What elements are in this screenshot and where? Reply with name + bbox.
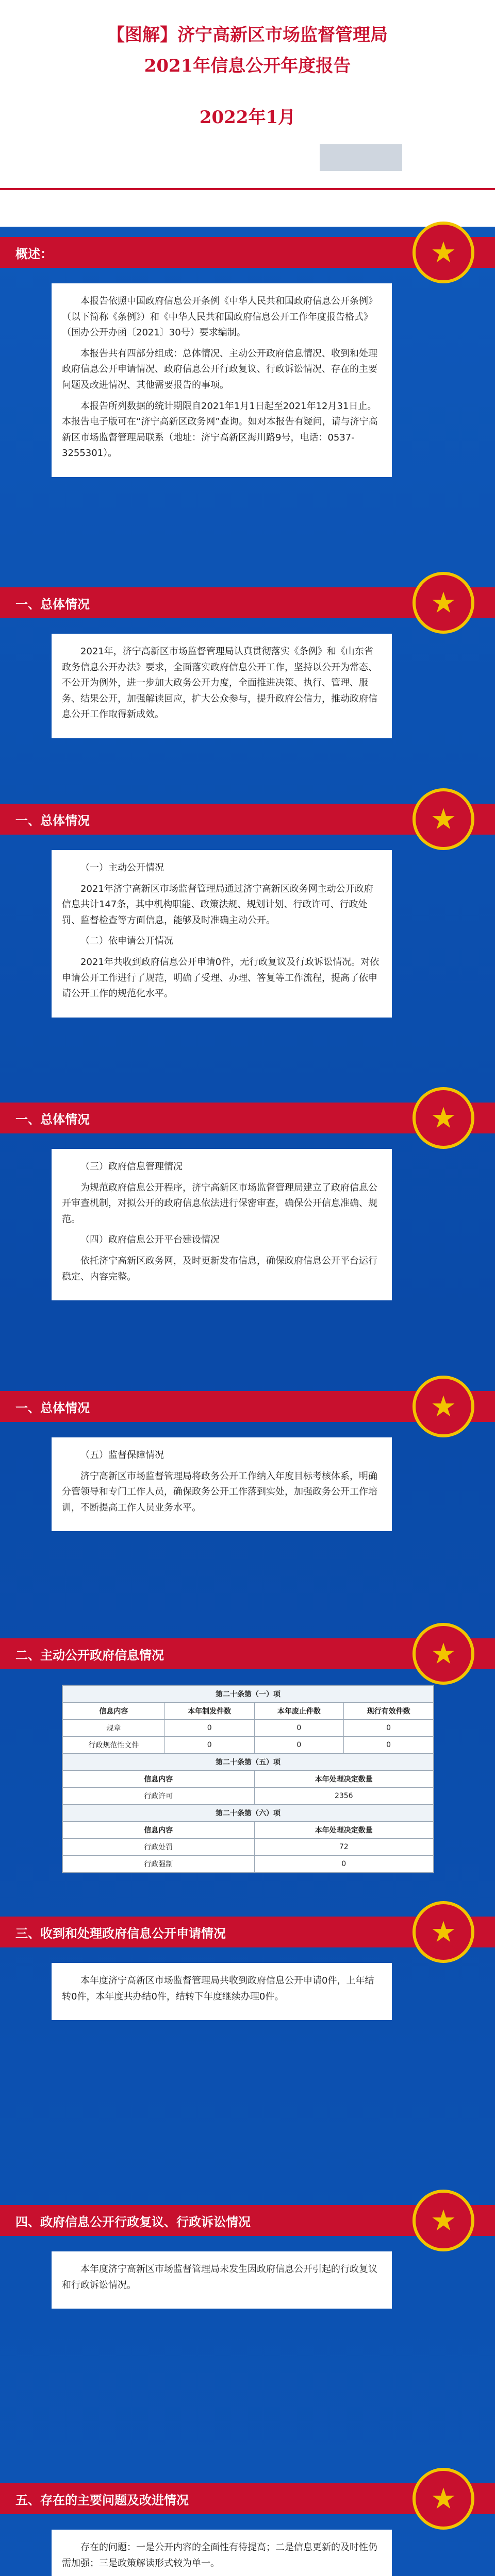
paragraph: 本报告共有四部分组成：总体情况、主动公开政府信息情况、收到和处理政府信息公开申请情况、政府信息公开行政复议、行政诉讼情况、存在的主要问题及改进情况、其他需要报告的事项。 [62, 348, 377, 391]
header-red-divider [0, 188, 495, 190]
table-cell: 行政许可 [63, 1788, 255, 1805]
paragraph: 2021年共收到政府信息公开申请0件，无行政复议及行政诉讼情况。对依申请公开工作进行了规范，明确了受理、办理、答复等工作流程，提高了依申请公开工作的规范化水平。 [62, 956, 380, 999]
section-heading: 二、主动公开政府信息情况 [0, 1638, 495, 1669]
section-body [52, 1963, 392, 2020]
paragraph: 2021年济宁高新区市场监督管理局通过济宁高新区政务网主动公开政府信息共计147条，其中机构职能、政策法规、规划计划、行政许可、行政处罚、监督检查等方面信息，能够及时准确主动公开。 [62, 883, 373, 926]
table-header: 本年废止件数 [254, 1703, 344, 1720]
report-title-line1: 【图解】济宁高新区市场监督管理局 [107, 25, 388, 45]
section-body [52, 2530, 392, 2576]
table-cell: 72 [254, 1839, 433, 1856]
national-emblem-icon: ★ [412, 572, 474, 634]
section-heading: 一、总体情况 [0, 1391, 495, 1422]
section-body [52, 634, 392, 738]
header-gray-block [320, 144, 402, 171]
report-date: 2022年1月 [199, 107, 296, 128]
table-row [63, 1720, 434, 1737]
table-cell: 规章 [63, 1720, 165, 1737]
table-cell: 0 [164, 1737, 254, 1754]
section-body [52, 2251, 392, 2309]
paragraph: 本报告依照中国政府信息公开条例《中华人民共和国政府信息公开条例》（以下简称《条例》）和《中华人民共和国政府信息公开工作年度报告格式》（国办公开办函〔2021〕30号）要求编制。 [62, 296, 377, 338]
section-heading: 三、收到和处理政府信息公开申请情况 [0, 1917, 495, 1947]
table-cell: 0 [254, 1737, 344, 1754]
section-body [52, 1437, 392, 1531]
table-caption: 第二十条第（六）项 [63, 1805, 434, 1822]
section-heading: 四、政府信息公开行政复议、行政诉讼情况 [0, 2205, 495, 2236]
table-cell: 行政规范性文件 [63, 1737, 165, 1754]
section-heading: 一、总体情况 [0, 804, 495, 835]
table-header: 现行有效件数 [344, 1703, 434, 1720]
paragraph: 依托济宁高新区政务网，及时更新发布信息，确保政府信息公开平台运行稳定、内容完整。 [62, 1255, 377, 1282]
national-emblem-icon: ★ [412, 1623, 474, 1685]
paragraph: 为规范政府信息公开程序，济宁高新区市场监督管理局建立了政府信息公开审查机制，对拟公开的政府信息依法进行保密审查，确保公开信息准确、规范。 [62, 1182, 377, 1225]
paragraph: 本年度济宁高新区市场监督管理局共收到政府信息公开申请0件，上年结转0件，本年度共办结0件，结转下年度继续办理0件。 [62, 1975, 374, 2002]
table-header: 信息内容 [63, 1771, 255, 1788]
report-header [0, 0, 495, 227]
section-heading: 一、总体情况 [0, 587, 495, 618]
table-header: 本年处理决定数量 [254, 1822, 433, 1839]
section-heading: 概述： [0, 237, 495, 268]
paragraph: （三）政府信息管理情况 [80, 1161, 183, 1172]
table-header: 本年制发件数 [164, 1703, 254, 1720]
section-heading: 一、总体情况 [0, 1103, 495, 1133]
table-cell: 0 [254, 1856, 433, 1873]
disclosure-table [62, 1685, 434, 1873]
table-cell: 行政强制 [63, 1856, 255, 1873]
table-header: 信息内容 [63, 1703, 165, 1720]
paragraph: 本报告所列数据的统计期限自2021年1月1日起至2021年12月31日止。本报告电子版可在“济宁高新区政务网”查询。如对本报告有疑问，请与济宁高新区市场监督管理局联系（地址：济宁高新区海川路9号，电话：0537-3255301）。 [62, 400, 378, 459]
section-body [52, 850, 392, 1018]
table-cell: 0 [344, 1737, 434, 1754]
table-row [63, 1839, 434, 1856]
national-emblem-icon: ★ [412, 222, 474, 283]
table-row [63, 1788, 434, 1805]
table-cell: 行政处罚 [63, 1839, 255, 1856]
table-cell: 0 [254, 1720, 344, 1737]
national-emblem-icon: ★ [412, 1087, 474, 1149]
national-emblem-icon: ★ [412, 788, 474, 850]
table-caption: 第二十条第（一）项 [63, 1686, 434, 1703]
national-emblem-icon: ★ [412, 2190, 474, 2251]
national-emblem-icon: ★ [412, 2468, 474, 2530]
national-emblem-icon: ★ [412, 1376, 474, 1437]
paragraph: （四）政府信息公开平台建设情况 [80, 1234, 220, 1246]
table-cell: 2356 [254, 1788, 433, 1805]
table-caption: 第二十条第（五）项 [63, 1754, 434, 1771]
table-cell: 0 [164, 1720, 254, 1737]
paragraph: 存在的问题：一是公开内容的全面性有待提高；二是信息更新的及时性仍需加强；三是政策解读形式较为单一。 [62, 2542, 377, 2569]
paragraph: 济宁高新区市场监督管理局将政务公开工作纳入年度目标考核体系，明确分管领导和专门工作人员，确保政务公开工作落到实处，加强政务公开工作培训，不断提高工作人员业务水平。 [62, 1470, 377, 1513]
section-body [52, 283, 392, 477]
report-title-line2: 2021年信息公开年度报告 [144, 56, 351, 76]
table-row [63, 1856, 434, 1873]
national-emblem-icon: ★ [412, 1901, 474, 1963]
table-header: 信息内容 [63, 1822, 255, 1839]
section-heading: 五、存在的主要问题及改进情况 [0, 2483, 495, 2514]
paragraph: 本年度济宁高新区市场监督管理局未发生因政府信息公开引起的行政复议和行政诉讼情况。 [62, 2264, 377, 2291]
paragraph: （五）监督保障情况 [80, 1450, 164, 1461]
paragraph: 2021年，济宁高新区市场监督管理局认真贯彻落实《条例》和《山东省政务信息公开办法》要求，全面落实政府信息公开工作，坚持以公开为常态、不公开为例外，进一步加大政务公开力度，全面推进决策、执行、管理、服务、结果公开，加强解读回应，扩大公众参与，提升政府公信力，推动政府信息公开工作取得新成效。 [62, 646, 377, 720]
paragraph: （二）依申请公开情况 [80, 936, 173, 947]
section-body [52, 1149, 392, 1300]
table-header: 本年处理决定数量 [254, 1771, 433, 1788]
table-row [63, 1737, 434, 1754]
paragraph: （一）主动公开情况 [80, 862, 164, 873]
table-cell: 0 [344, 1720, 434, 1737]
